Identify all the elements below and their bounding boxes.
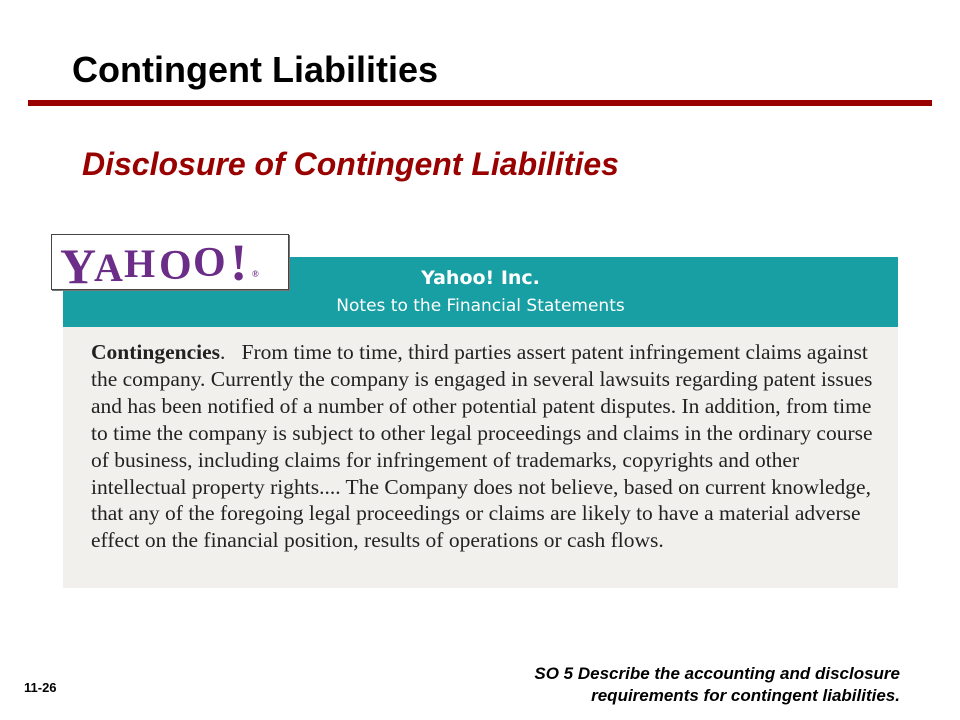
logo-letter: A [94,245,123,289]
logo-letter: Y [60,238,97,289]
logo-letter: O [193,240,226,286]
study-objective-line: SO 5 Describe the accounting and disclosure [534,664,900,683]
study-objective-line: requirements for contingent liabilities. [591,686,900,705]
slide-title: Contingent Liabilities [72,49,438,90]
yahoo-logo [51,234,289,290]
statements-heading: Notes to the Financial Statements [336,296,625,316]
registered-mark: ® [252,269,259,279]
study-objective [534,663,900,707]
title-divider [28,100,932,106]
logo-letter: O [159,243,192,289]
slide-number: 11-26 [24,680,57,695]
financial-note-excerpt [63,257,898,588]
slide-subtitle: Disclosure of Contingent Liabilities [82,146,619,182]
note-body [91,339,886,554]
logo-letter: ! [230,235,248,289]
logo-letter: H [124,241,156,286]
company-name: Yahoo! Inc. [421,267,540,289]
note-label: Contingencies [91,340,220,364]
yahoo-logo-graphic [52,235,288,289]
note-label-period: . [220,340,226,364]
note-text: From time to time, third parties assert patent infringement claims against the company. Currently the company is engaged in several lawsuits regarding patent issues and has been notified of a number of other potential patent disputes. In addition, from time to time the company is subject to other legal proceedings and claims in the ordinary course of business, including claims for infringement of trademarks, copyrights and other intellectual property rights.... The Company does not believe, based on current knowledge, that any of the foregoing legal proceedings or claims are likely to have a material adverse effect on the financial position, results of operations or cash flows. [91,340,873,553]
